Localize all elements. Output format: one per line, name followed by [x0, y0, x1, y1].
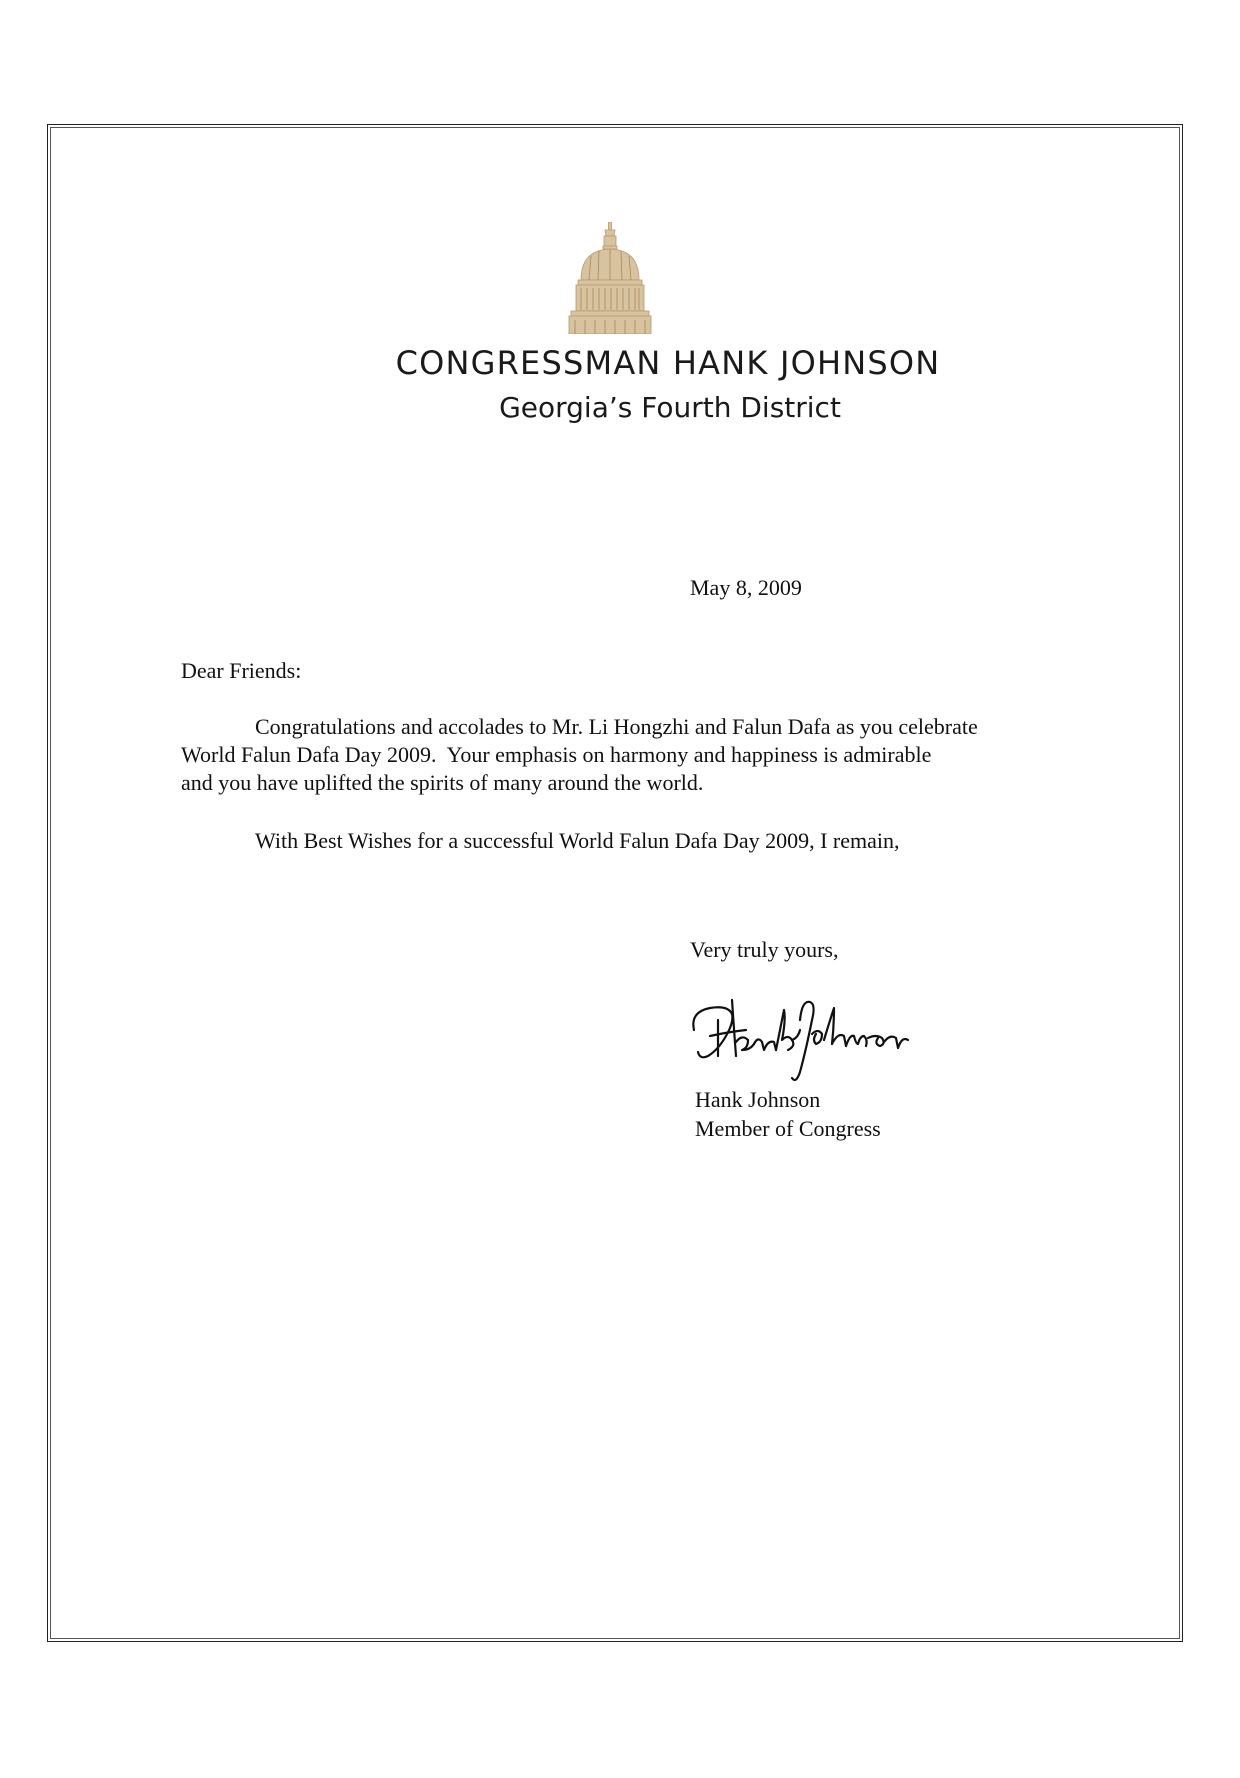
body-line: With Best Wishes for a successful World Falun Dafa Day 2009, I remain, — [255, 828, 900, 853]
letterhead-district: Georgia’s Fourth District — [499, 391, 841, 424]
closing: Very truly yours, — [690, 937, 839, 962]
signature-image — [688, 990, 912, 1088]
letterhead-name: CONGRESSMAN HANK JOHNSON — [395, 344, 941, 382]
signer-name: Hank Johnson — [695, 1087, 821, 1112]
body-line: and you have uplifted the spirits of many around the world. — [181, 770, 704, 795]
capitol-dome-icon — [567, 222, 653, 334]
signer-title: Member of Congress — [695, 1116, 881, 1141]
letter-date: May 8, 2009 — [690, 575, 802, 600]
salutation: Dear Friends: — [181, 658, 302, 683]
body-paragraph-1 — [181, 713, 1081, 797]
body-line: Congratulations and accolades to Mr. Li Hongzhi and Falun Dafa as you celebrate — [255, 714, 978, 739]
body-line: World Falun Dafa Day 2009. Your emphasis on harmony and happiness is admirable — [181, 742, 932, 767]
body-paragraph-2 — [181, 827, 1081, 855]
